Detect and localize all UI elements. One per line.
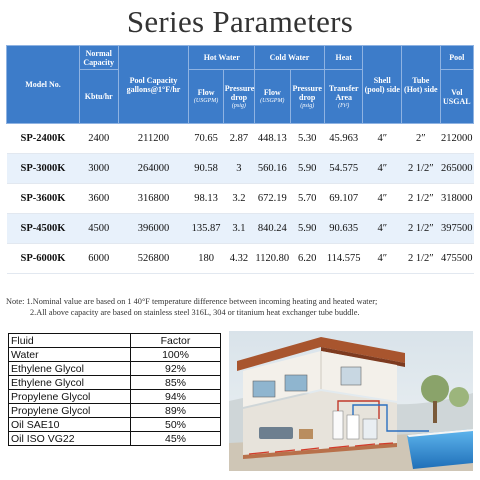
fluid-name: Ethylene Glycol [9,362,131,376]
fluid-row [9,418,221,432]
cell-transfer-area: 90.635 [324,214,363,244]
fluid-header: Fluid [9,334,131,348]
cell-transfer-area: 69.107 [324,184,363,214]
col-normal-capacity: Normal Capacity [79,46,118,70]
col-cold-pressure [290,70,324,124]
cell-cold-pressure: 5.70 [290,184,324,214]
cell-shell-side: 4″ [363,244,402,274]
cell-model: SP-2400K [7,124,80,154]
window-upper-left [253,381,275,397]
cell-cold-flow: 840.24 [255,214,290,244]
col-tube-side: Tube (Hot) side [402,46,441,124]
cell-transfer-area: 114.575 [324,244,363,274]
cold-pressure-label: Pressure drop [292,83,322,102]
cell-pool-capacity: 526800 [118,244,189,274]
fluid-name: Oil SAE10 [9,418,131,432]
cold-pressure-unit: (psig) [300,102,315,109]
cell-pool-volume: 475500 [440,244,473,274]
cell-model: SP-4500K [7,214,80,244]
fluid-row [9,376,221,390]
sofa [259,427,293,439]
cell-cold-flow: 1120.80 [255,244,290,274]
cell-tube-side: 2 1/2″ [402,214,441,244]
cell-tube-side: 2″ [402,124,441,154]
window-upper-right [341,367,361,385]
fluid-row [9,432,221,446]
hot-pressure-unit: (psig) [231,102,246,109]
fluid-factor: 50% [131,418,221,432]
boiler-unit [347,415,359,439]
cell-tube-side: 2 1/2″ [402,184,441,214]
col-transfer-area [324,70,363,124]
fluid-factor: 85% [131,376,221,390]
window-upper-mid [285,375,307,391]
group-heat: Heat [324,46,363,70]
table-row [7,124,474,154]
table-row [7,214,474,244]
note-2: 2.All above capacity are based on stainless steel 316L, 304 or titanium heat exchanger tube buddle. [30,308,360,317]
col-shell-side: Shell (pool) side [363,46,402,124]
cell-capacity: 3600 [79,184,118,214]
fluid-row [9,348,221,362]
cell-cold-flow: 448.13 [255,124,290,154]
cell-pool-capacity: 264000 [118,154,189,184]
fluid-row [9,390,221,404]
table [299,429,313,439]
factor-header: Factor [131,334,221,348]
notes [6,296,476,318]
cell-transfer-area: 54.575 [324,154,363,184]
fluid-factor: 45% [131,432,221,446]
cell-model: SP-3600K [7,184,80,214]
transfer-area-label: Transfer Area [328,83,359,102]
group-cold-water: Cold Water [255,46,325,70]
series-parameters-table [6,45,474,274]
fluid-name: Propylene Glycol [9,404,131,418]
fluid-name: Ethylene Glycol [9,376,131,390]
cell-hot-flow: 70.65 [189,124,223,154]
col-pool-volume: Vol USGAL [440,70,473,124]
table-row [7,154,474,184]
cold-flow-label: Flow [263,88,281,97]
cell-shell-side: 4″ [363,184,402,214]
fluid-factor: 94% [131,390,221,404]
fluid-header-row [9,334,221,348]
cell-capacity: 3000 [79,154,118,184]
col-capacity-unit: Kbtu/hr [79,70,118,124]
cell-tube-side: 2 1/2″ [402,154,441,184]
cell-hot-flow: 98.13 [189,184,223,214]
cell-hot-flow: 135.87 [189,214,223,244]
tree [421,375,449,403]
col-cold-flow [255,70,290,124]
cell-hot-pressure: 3.2 [223,184,254,214]
fluid-factor: 92% [131,362,221,376]
cell-pool-volume: 265000 [440,154,473,184]
cell-pool-capacity: 316800 [118,184,189,214]
cell-model: SP-6000K [7,244,80,274]
house-cutaway-graphic [229,331,473,471]
cell-transfer-area: 45.963 [324,124,363,154]
col-hot-pressure [223,70,254,124]
cell-cold-pressure: 5.30 [290,124,324,154]
cell-pool-capacity: 211200 [118,124,189,154]
col-pool-capacity: Pool Capacity gallons@1°F/hr [118,46,189,124]
cell-cold-pressure: 5.90 [290,214,324,244]
cell-hot-flow: 90.58 [189,154,223,184]
fluid-factor: 89% [131,404,221,418]
cell-pool-volume: 397500 [440,214,473,244]
fluid-name: Water [9,348,131,362]
cell-pool-capacity: 396000 [118,214,189,244]
hot-flow-label: Flow [197,88,215,97]
cell-hot-flow: 180 [189,244,223,274]
fluid-name: Oil ISO VG22 [9,432,131,446]
cell-capacity: 4500 [79,214,118,244]
hot-flow-unit: (USGPM) [193,98,219,104]
cell-cold-pressure: 5.90 [290,154,324,184]
cell-pool-volume: 318000 [440,184,473,214]
cell-shell-side: 4″ [363,154,402,184]
cell-hot-pressure: 3.1 [223,214,254,244]
cell-capacity: 2400 [79,124,118,154]
cell-cold-flow: 560.16 [255,154,290,184]
cell-hot-pressure: 4.32 [223,244,254,274]
cell-hot-pressure: 2.87 [223,124,254,154]
col-model: Model No. [7,46,80,124]
note-1: Note: 1.Nominal value are based on 1 40°F temperature difference between incoming heating and heated water; [6,297,378,306]
hot-pressure-label: Pressure drop [224,83,255,102]
cell-shell-side: 4″ [363,214,402,244]
house-pool-illustration [229,331,473,471]
col-hot-flow [189,70,223,124]
table-row [7,184,474,214]
heat-exchanger-unit [333,411,343,439]
cell-tube-side: 2 1/2″ [402,244,441,274]
fluid-row [9,362,221,376]
cell-cold-pressure: 6.20 [290,244,324,274]
cell-cold-flow: 672.19 [255,184,290,214]
fluid-factor: 100% [131,348,221,362]
page-title: Series Parameters [126,4,354,39]
cold-flow-unit: (USGPM) [260,98,285,104]
cell-capacity: 6000 [79,244,118,274]
cell-hot-pressure: 3 [223,154,254,184]
fluid-row [9,404,221,418]
cell-shell-side: 4″ [363,124,402,154]
table-row [7,244,474,274]
cell-model: SP-3000K [7,154,80,184]
transfer-area-unit: (Ft²) [338,102,350,109]
cell-pool-volume: 212000 [440,124,473,154]
group-hot-water: Hot Water [189,46,255,70]
tank-unit [363,419,377,439]
group-pool: Pool [440,46,473,70]
fluid-name: Propylene Glycol [9,390,131,404]
fluid-factor-table [8,333,221,446]
